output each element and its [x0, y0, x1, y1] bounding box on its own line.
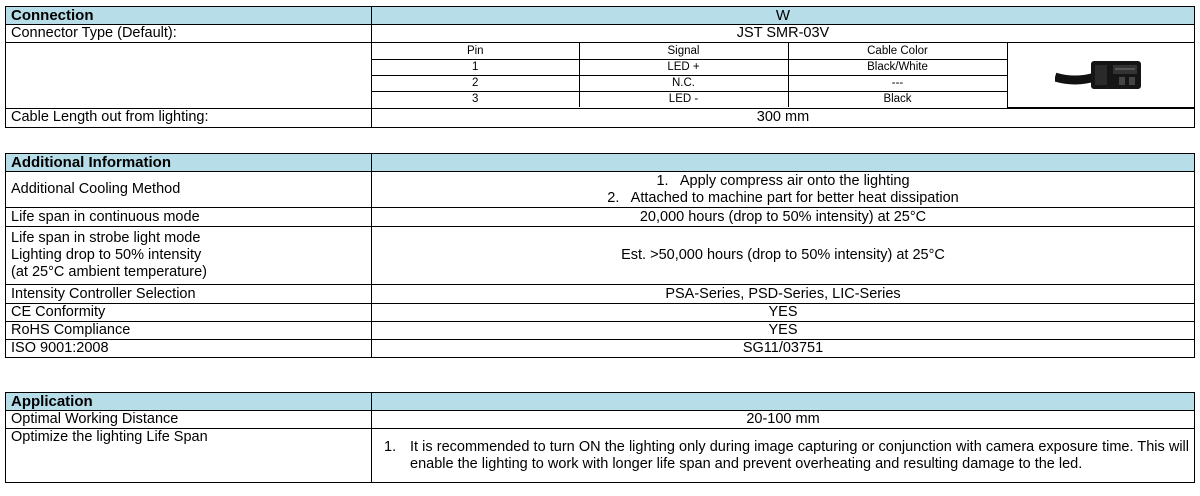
pinout-table	[372, 43, 1194, 108]
connector-type-value: JST SMR-03V	[372, 25, 1195, 43]
pin-col-header: Pin	[372, 43, 579, 59]
connection-table	[5, 6, 1195, 128]
connector-image-cell	[1007, 43, 1194, 107]
cooling-method-value	[372, 172, 1195, 208]
cooling-method-label: Additional Cooling Method	[6, 172, 372, 208]
pin-2-signal: N.C.	[579, 75, 788, 91]
pin-1-color: Black/White	[788, 59, 1007, 75]
cooling-item-2: 2. Attached to machine part for better heat dissipation	[607, 189, 959, 206]
life-continuous-value: 20,000 hours (drop to 50% intensity) at 25°C	[372, 208, 1195, 227]
ce-value: YES	[372, 304, 1195, 322]
working-distance-label: Optimal Working Distance	[6, 411, 372, 429]
application-header: Application	[6, 393, 372, 411]
life-strobe-label-line-3: (at 25°C ambient temperature)	[11, 264, 207, 280]
pin-2-number: 2	[372, 75, 579, 91]
pinout-label-cell	[6, 43, 372, 109]
pin-2-color: ---	[788, 75, 1007, 91]
life-strobe-value: Est. >50,000 hours (drop to 50% intensity) at 25°C	[372, 227, 1195, 285]
life-span-value	[372, 429, 1195, 483]
connector-type-label: Connector Type (Default):	[6, 25, 372, 43]
signal-col-header: Signal	[579, 43, 788, 59]
life-strobe-label	[6, 227, 372, 285]
life-span-item-text: It is recommended to turn ON the lighting only during image capturing or conjunction with camera exposure time. This will enable the lighting to work with longer life span and prevent overheating and resulting damage to the led.	[410, 438, 1189, 472]
working-distance-value: 20-100 mm	[372, 411, 1195, 429]
connection-header: Connection	[6, 7, 372, 25]
cable-length-label: Cable Length out from lighting:	[6, 108, 372, 127]
application-table	[5, 392, 1195, 483]
iso-value: SG11/03751	[372, 340, 1195, 358]
life-span-item-number: 1.	[384, 438, 397, 455]
iso-label: ISO 9001:2008	[6, 340, 372, 358]
controller-label: Intensity Controller Selection	[6, 285, 372, 304]
color-col-header: Cable Color	[788, 43, 1007, 59]
life-strobe-label-line-1: Life span in strobe light mode	[11, 230, 201, 246]
application-header-value	[372, 393, 1195, 411]
jst-connector-icon	[1055, 55, 1147, 95]
cooling-item-1: 1. Apply compress air onto the lighting	[656, 172, 910, 189]
pin-3-signal: LED -	[579, 91, 788, 107]
ce-label: CE Conformity	[6, 304, 372, 322]
pin-3-color: Black	[788, 91, 1007, 107]
pin-1-number: 1	[372, 59, 579, 75]
additional-header-value	[372, 154, 1195, 172]
rohs-value: YES	[372, 322, 1195, 340]
pinout-cell	[372, 43, 1195, 109]
additional-info-table	[5, 153, 1195, 358]
life-span-label: Optimize the lighting Life Span	[6, 429, 372, 483]
pin-1-signal: LED +	[579, 59, 788, 75]
connection-header-value: W	[372, 7, 1195, 25]
rohs-label: RoHS Compliance	[6, 322, 372, 340]
controller-value: PSA-Series, PSD-Series, LIC-Series	[372, 285, 1195, 304]
cable-length-value: 300 mm	[372, 108, 1195, 127]
pin-3-number: 3	[372, 91, 579, 107]
life-strobe-label-line-2: Lighting drop to 50% intensity	[11, 247, 202, 263]
life-continuous-label: Life span in continuous mode	[6, 208, 372, 227]
additional-header: Additional Information	[6, 154, 372, 172]
